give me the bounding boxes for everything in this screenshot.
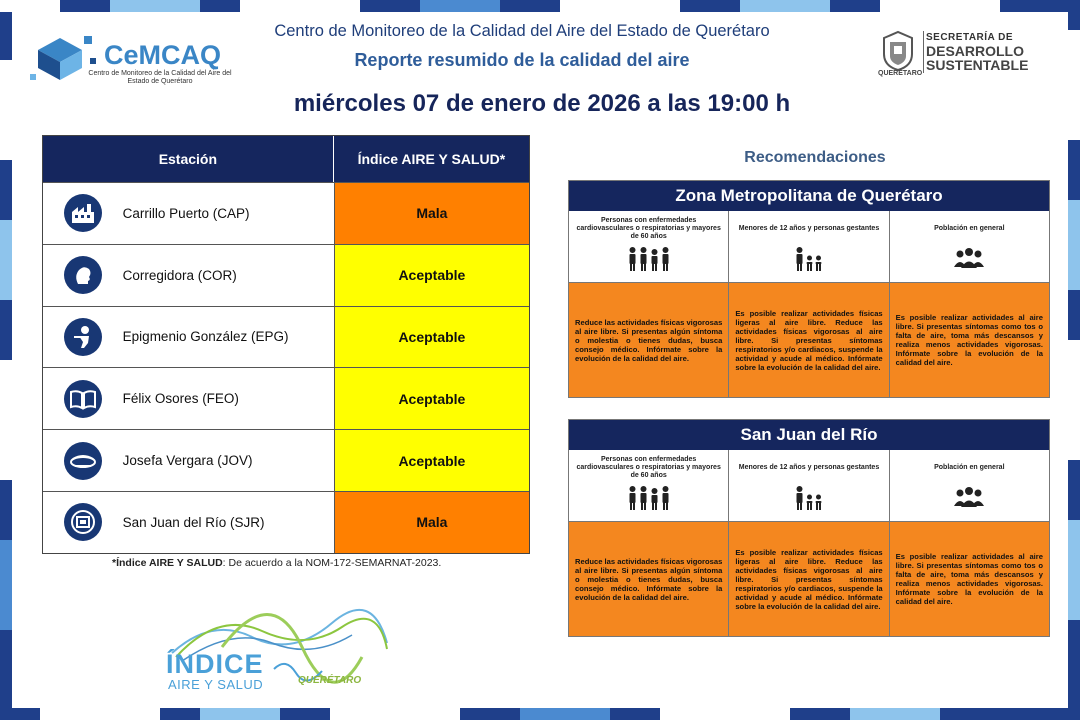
sds-line2: DESARROLLO — [926, 43, 1024, 59]
zone-title: Zona Metropolitana de Querétaro — [569, 181, 1049, 211]
recommendation-text — [890, 283, 1049, 397]
station-name: Carrillo Puerto (CAP) — [122, 205, 250, 221]
station-icon-cell — [43, 307, 123, 368]
station-row — [43, 367, 529, 429]
group-header — [890, 450, 1049, 522]
cemcaq-logo — [30, 24, 242, 94]
sds-line3: SUSTENTABLE — [926, 57, 1029, 73]
recommendation-text — [729, 522, 888, 636]
station-row — [43, 182, 529, 244]
header-center — [242, 22, 802, 71]
recommendation-text-content: Es posible realizar actividades al aire libre. Si presentas síntomas como tos o falta de aire, toma más descansos y realiza menos actividades vigorosas. Infórmate sobre la evolución de la calidad del aire. — [895, 552, 1043, 606]
col-station-header: Estación — [43, 136, 334, 182]
footnote-text: : De acuerdo a la NOM-172-SEMARNAT-2023. — [222, 557, 442, 569]
recommendation-text-content: Reduce las actividades físicas vigorosas al aire libre. Si presentas algún síntoma o molestia o tienes dudas, busca consejo médico. Infórmate sobre la evolución de la calidad del aire. — [575, 317, 723, 363]
profile-head-icon — [64, 256, 102, 294]
group-label: Población en general — [934, 225, 1005, 232]
recommendation-text — [729, 283, 888, 397]
station-name: Epigmenio González (EPG) — [122, 329, 289, 345]
index-footnote — [112, 557, 441, 569]
report-title: Reporte resumido de la calidad del aire — [354, 50, 690, 70]
station-row — [43, 491, 529, 553]
sds-logo — [874, 26, 1050, 86]
org-name: Centro de Monitoreo de la Calidad del Aire del Estado de Querétaro — [274, 22, 770, 40]
stations-table — [42, 135, 530, 554]
sds-divider — [923, 31, 924, 73]
stations-table-header — [43, 136, 529, 182]
aire-salud-word: AIRE Y SALUD — [168, 677, 264, 692]
population-group — [729, 450, 889, 636]
sds-line4: QUERÉTARO — [878, 70, 923, 77]
station-name: San Juan del Río (SJR) — [122, 514, 265, 530]
population-group — [569, 211, 729, 397]
indice-word: ÍNDICE — [166, 649, 264, 679]
recommendation-text-content: Es posible realizar actividades físicas ligeras al aire libre. Reduce las actividades físicas vigorosas al aire libre. Si presentas síntomas respiratorios y/o cardiacos, suspende la actividad y acude al médico. Infórmate sobre la evolución de la calidad del aire. — [735, 547, 883, 611]
people-icon — [628, 247, 670, 271]
station-icon-cell — [43, 183, 123, 244]
recommendation-zone — [568, 419, 1050, 637]
population-group — [890, 211, 1049, 397]
recommendation-text-content: Es posible realizar actividades físicas ligeras al aire libre. Reduce las actividades físicas vigorosas al aire libre. Si presentas síntomas respiratorios y/o cardiacos, suspende la actividad y acude al médico. Infórmate sobre la evolución de la calidad del aire. — [735, 308, 883, 372]
group-label: Personas con enfermedades cardiovasculares o respiratorias y mayores de 60 años — [576, 217, 721, 240]
group-label: Menores de 12 años y personas gestantes — [738, 464, 880, 471]
report-datetime: miércoles 07 de enero de 2026 a las 19:00 h — [293, 90, 791, 117]
queretaro-word: QUERÉTARO — [298, 675, 362, 686]
group-header — [569, 211, 728, 283]
people-icon — [952, 486, 986, 508]
population-group — [569, 450, 729, 636]
worker-icon — [64, 318, 102, 356]
emblem-icon — [64, 503, 102, 541]
population-group — [890, 450, 1049, 636]
zone-title: San Juan del Río — [569, 420, 1049, 450]
station-row — [43, 244, 529, 306]
station-row — [43, 429, 529, 491]
people-icon — [628, 486, 670, 510]
group-label: Personas con enfermedades cardiovasculares o respiratorias y mayores de 60 años — [576, 456, 721, 479]
recommendation-text-content: Reduce las actividades físicas vigorosas al aire libre. Si presentas algún síntoma o molestia o tienes dudas, busca consejo médico. Infórmate sobre la evolución de la calidad del aire. — [575, 556, 723, 602]
station-icon-cell — [43, 430, 123, 491]
station-index: Mala — [334, 183, 529, 244]
population-group — [729, 211, 889, 397]
station-index: Aceptable — [334, 307, 529, 368]
recommendation-text — [569, 522, 728, 636]
station-index: Aceptable — [334, 368, 529, 429]
report-page — [12, 12, 1068, 708]
stadium-icon — [64, 442, 102, 480]
station-name: Félix Osores (FEO) — [122, 391, 239, 407]
factory-icon — [64, 194, 102, 232]
station-name: Josefa Vergara (JOV) — [122, 453, 253, 469]
group-header — [729, 211, 888, 283]
station-name: Corregidora (COR) — [122, 267, 237, 283]
state-coat-of-arms-icon — [876, 28, 920, 72]
station-icon-cell — [43, 492, 123, 553]
station-icon-cell — [43, 245, 123, 306]
recommendation-text — [890, 522, 1049, 636]
footnote-bold: *Índice AIRE Y SALUD — [112, 557, 223, 569]
people-icon — [952, 247, 986, 269]
group-label: Menores de 12 años y personas gestantes — [738, 225, 880, 232]
station-index: Aceptable — [334, 245, 529, 306]
group-label: Población en general — [934, 464, 1005, 471]
cemcaq-subtitle: Centro de Monitoreo de la Calidad del Aire del Estado de Querétaro — [88, 70, 232, 85]
group-header — [890, 211, 1049, 283]
recommendation-zone — [568, 180, 1050, 398]
station-row — [43, 306, 529, 368]
sds-line1: SECRETARÍA DE — [926, 32, 1014, 43]
recommendation-text-content: Es posible realizar actividades al aire libre. Si presentas síntomas como tos o falta de aire, toma más descansos y realiza menos actividades vigorosas. Infórmate sobre la evolución de la calidad del aire. — [895, 313, 1043, 367]
col-index-header: Índice AIRE Y SALUD* — [357, 150, 506, 167]
recommendations-title: Recomendaciones — [744, 149, 886, 166]
people-icon — [795, 247, 822, 271]
station-index: Aceptable — [334, 430, 529, 491]
cemcaq-brand: CeMCAQ — [104, 40, 222, 70]
group-header — [569, 450, 728, 522]
indice-aire-salud-logo — [162, 587, 392, 697]
people-icon — [795, 486, 822, 510]
book-icon — [64, 380, 102, 418]
station-index: Mala — [334, 492, 529, 553]
group-header — [729, 450, 888, 522]
station-icon-cell — [43, 368, 123, 429]
recommendation-text — [569, 283, 728, 397]
